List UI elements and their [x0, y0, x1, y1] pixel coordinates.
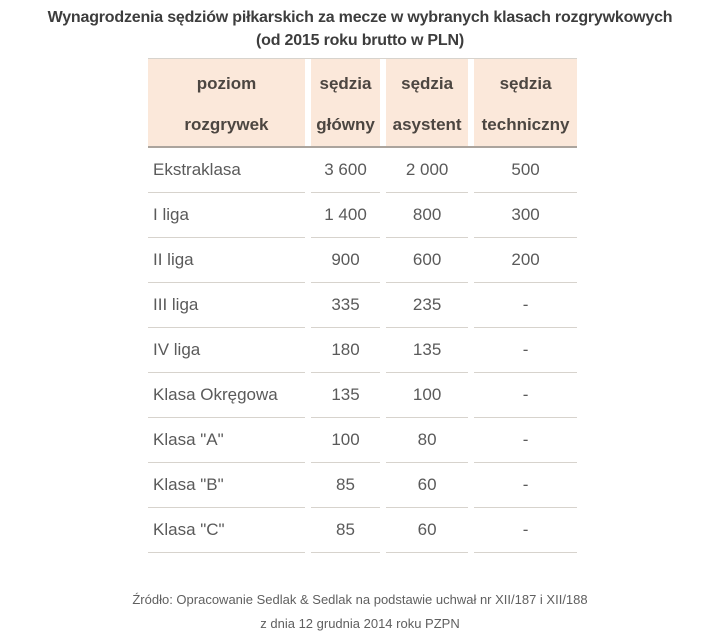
row-assistant-referee-cell: 2 000 [386, 146, 468, 193]
table-row [148, 508, 577, 553]
page-title-line1: Wynagrodzenia sędziów piłkarskich za mecze w wybranych klasach rozgrywkowych [47, 9, 673, 26]
source-note-line1: Źródło: Opracowanie Sedlak & Sedlak na podstawie uchwał nr XII/187 i XII/188 [132, 592, 588, 607]
row-main-referee-cell: 900 [311, 238, 380, 283]
page-title-line2: (od 2015 roku brutto w PLN) [256, 32, 464, 49]
row-level-cell: IV liga [148, 328, 305, 373]
row-main-referee-cell: 1 400 [311, 193, 380, 238]
header-row [148, 59, 577, 146]
table-row [148, 373, 577, 418]
row-main-referee-cell: 135 [311, 373, 380, 418]
row-technical-referee-cell: - [474, 418, 577, 463]
column-header-referee-assistant-lines [386, 59, 468, 145]
row-main-referee-cell: 180 [311, 328, 380, 373]
row-level-cell: III liga [148, 283, 305, 328]
salary-table-body [148, 146, 577, 553]
salary-table [142, 59, 583, 553]
row-technical-referee-cell: - [474, 283, 577, 328]
row-technical-referee-cell: - [474, 463, 577, 508]
row-assistant-referee-cell: 100 [386, 373, 468, 418]
row-assistant-referee-cell: 800 [386, 193, 468, 238]
row-level-cell: I liga [148, 193, 305, 238]
column-header-referee-assistant [386, 59, 468, 146]
row-main-referee-cell: 335 [311, 283, 380, 328]
row-assistant-referee-cell: 60 [386, 508, 468, 553]
column-header-referee-main [311, 59, 380, 146]
row-assistant-referee-cell: 600 [386, 238, 468, 283]
row-assistant-referee-cell: 60 [386, 463, 468, 508]
column-header-level-line2: rozgrywek [184, 115, 269, 134]
page-title [0, 6, 720, 52]
column-header-referee-technical-line2: techniczny [481, 115, 570, 134]
row-technical-referee-cell: 300 [474, 193, 577, 238]
column-header-level-lines [148, 59, 305, 145]
column-header-referee-technical-lines [474, 59, 577, 145]
column-header-referee-assistant-line1: sędzia [401, 74, 454, 93]
column-header-referee-main-lines [311, 59, 380, 145]
row-technical-referee-cell: - [474, 508, 577, 553]
table-row [148, 418, 577, 463]
column-header-referee-technical-line1: sędzia [499, 74, 552, 93]
column-header-level-line1: poziom [196, 74, 257, 93]
salary-table-container [142, 58, 583, 553]
row-assistant-referee-cell: 80 [386, 418, 468, 463]
column-header-level [148, 59, 305, 146]
header-bottom-border [148, 146, 577, 148]
column-header-referee-main-line2: główny [316, 115, 375, 134]
column-header-referee-technical [474, 59, 577, 146]
column-header-referee-main-line1: sędzia [319, 74, 372, 93]
row-assistant-referee-cell: 235 [386, 283, 468, 328]
row-main-referee-cell: 85 [311, 508, 380, 553]
row-level-cell: II liga [148, 238, 305, 283]
row-level-cell: Ekstraklasa [148, 146, 305, 193]
source-note [0, 588, 720, 636]
row-main-referee-cell: 85 [311, 463, 380, 508]
row-technical-referee-cell: - [474, 328, 577, 373]
table-row [148, 328, 577, 373]
row-level-cell: Klasa "A" [148, 418, 305, 463]
table-row [148, 463, 577, 508]
row-main-referee-cell: 100 [311, 418, 380, 463]
table-row [148, 193, 577, 238]
table-row [148, 146, 577, 193]
salary-table-header [148, 59, 577, 146]
source-note-line2: z dnia 12 grudnia 2014 roku PZPN [260, 616, 460, 631]
row-level-cell: Klasa Okręgowa [148, 373, 305, 418]
row-assistant-referee-cell: 135 [386, 328, 468, 373]
row-level-cell: Klasa "C" [148, 508, 305, 553]
row-main-referee-cell: 3 600 [311, 146, 380, 193]
row-technical-referee-cell: 500 [474, 146, 577, 193]
table-row [148, 238, 577, 283]
row-technical-referee-cell: 200 [474, 238, 577, 283]
column-header-referee-assistant-line2: asystent [392, 115, 462, 134]
row-level-cell: Klasa "B" [148, 463, 305, 508]
row-technical-referee-cell: - [474, 373, 577, 418]
table-top-border [148, 58, 577, 59]
table-row [148, 283, 577, 328]
